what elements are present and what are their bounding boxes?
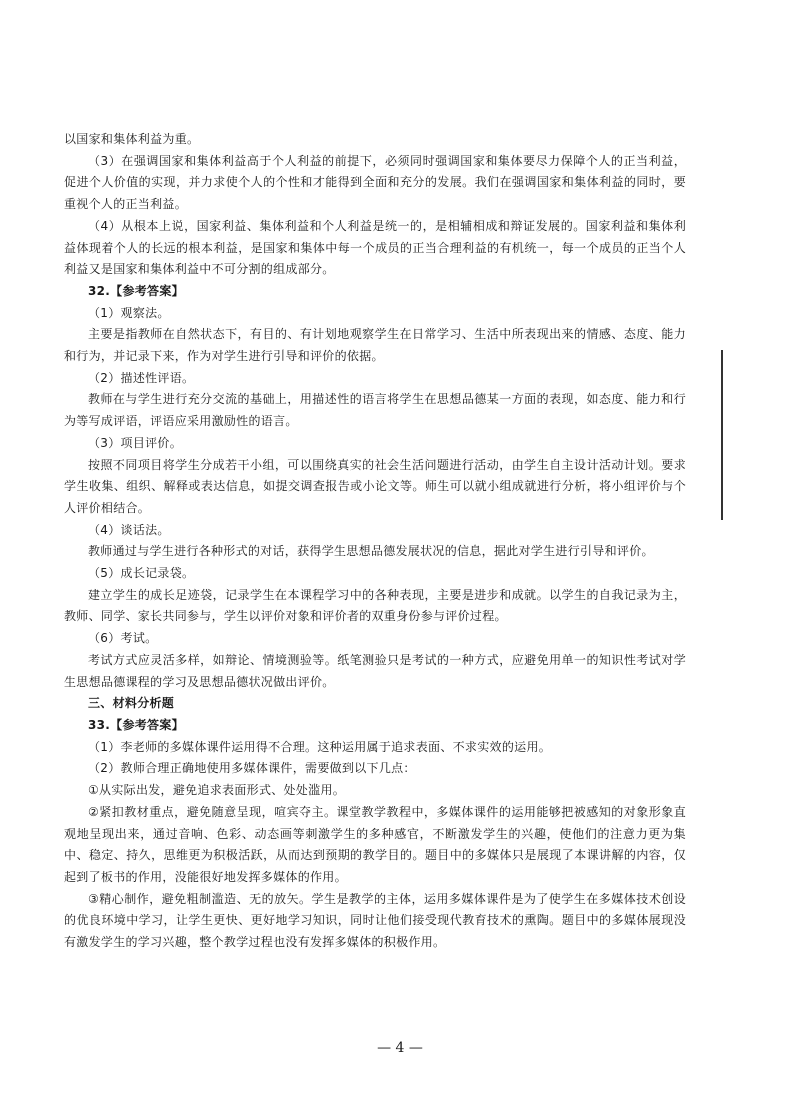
method-text-observation: 主要是指教师在自然状态下，有目的、有计划地观察学生在日常学习、生活中所表现出来的情感、态度、能力和行为，并记录下来，作为对学生进行引导和评价的依据。 [64, 327, 686, 364]
method-text-interview: 教师通过与学生进行各种形式的对话，获得学生思想品德发展状况的信息，据此对学生进行引导和评价。 [88, 544, 654, 559]
method-heading-observation: （1）观察法。 [88, 305, 170, 320]
method-heading-descriptive-comment: （2）描述性评语。 [88, 370, 195, 385]
method-heading-project-evaluation: （3）项目评价。 [88, 435, 183, 450]
method-heading-exam: （6）考试。 [88, 631, 158, 646]
page-number: — 4 — [377, 1040, 423, 1056]
paragraph-point-3: （3）在强调国家和集体利益高于个人利益的前提下，必须同时强调国家和集体要尽力保障个人的正当利益，促进个人价值的实现，并力求使个人的个性和才能得到全面和充分的发展。我们在强调国家和集体利益的同时，要重视个人的正当利益。 [64, 153, 686, 212]
scan-margin-line [721, 350, 723, 520]
method-text-descriptive-comment: 教师在与学生进行充分交流的基础上，用描述性的语言将学生在思想品德某一方面的表现，如态度、能力和行为等写成评语，评语应采用激励性的语言。 [64, 392, 686, 429]
answer-33-point-2: （2）教师合理正确地使用多媒体课件，需要做到以下几点： [88, 761, 416, 776]
method-text-project-evaluation: 按照不同项目将学生分成若干小组，可以围绕真实的社会生活问题进行活动，由学生自主设计活动计划。要求学生收集、组织、解释或表达信息，如提交调查报告或小论文等。师生可以就小组成就进行分析，将小组评价与个人评价相结合。 [64, 457, 686, 515]
method-heading-growth-portfolio: （5）成长记录袋。 [88, 566, 195, 581]
answer-33-point-1: （1）李老师的多媒体课件运用得不合理。这种运用属于追求表面、不求实效的运用。 [88, 739, 552, 754]
page-body [64, 129, 686, 954]
answer-33-subpoint-3: ③精心制作，避免粗制滥造、无的放矢。学生是教学的主体，运用多媒体课件是为了使学生在多媒体技术创设的优良环境中学习，让学生更快、更好地学习知识，同时让他们接受现代教育技术的熏陶。题目中的多媒体展现没有激发学生的学习兴趣，整个教学过程也没有发挥多媒体的积极作用。 [64, 891, 686, 950]
paragraph-continuation: 以国家和集体利益为重。 [64, 132, 200, 146]
section-heading-material-analysis: 三、材料分析题 [88, 696, 175, 711]
answer-heading-32: 32.【参考答案】 [88, 283, 184, 298]
answer-33-subpoint-2: ②紧扣教材重点，避免随意呈现，喧宾夺主。课堂教学教程中，多媒体课件的运用能够把被感知的对象形象直观地呈现出来，通过音响、色彩、动态画等刺激学生的多种感官，不断激发学生的兴趣，使他们的注意力更为集中、稳定、持久，思维更为积极活跃，从而达到预期的教学目的。题目中的多媒体只是展现了本课讲解的内容，仅起到了板书的作用，没能很好地发挥多媒体的作用。 [64, 804, 686, 884]
answer-33-subpoint-1: ①从实际出发，避免追求表面形式、处处滥用。 [88, 783, 346, 798]
method-text-exam: 考试方式应灵活多样，如辩论、情境测验等。纸笔测验只是考试的一种方式，应避免用单一的知识性考试对学生思想品德课程的学习及思想品德状况做出评价。 [64, 652, 686, 689]
method-heading-interview: （4）谈话法。 [88, 522, 170, 537]
answer-heading-33: 33.【参考答案】 [88, 717, 184, 732]
method-text-growth-portfolio: 建立学生的成长足迹袋，记录学生在本课程学习中的各种表现，主要是进步和成就。以学生的自我记录为主，教师、同学、家长共同参与，学生以评价对象和评价者的双重身份参与评价过程。 [64, 587, 686, 624]
paragraph-point-4: （4）从根本上说，国家利益、集体利益和个人利益是统一的，是相辅相成和辩证发展的。国家利益和集体利益体现着个人的长远的根本利益，是国家和集体中每一个成员的正当合理利益的有机统一，每一个成员的正当个人利益又是国家和集体利益中不可分割的组成部分。 [64, 218, 686, 277]
